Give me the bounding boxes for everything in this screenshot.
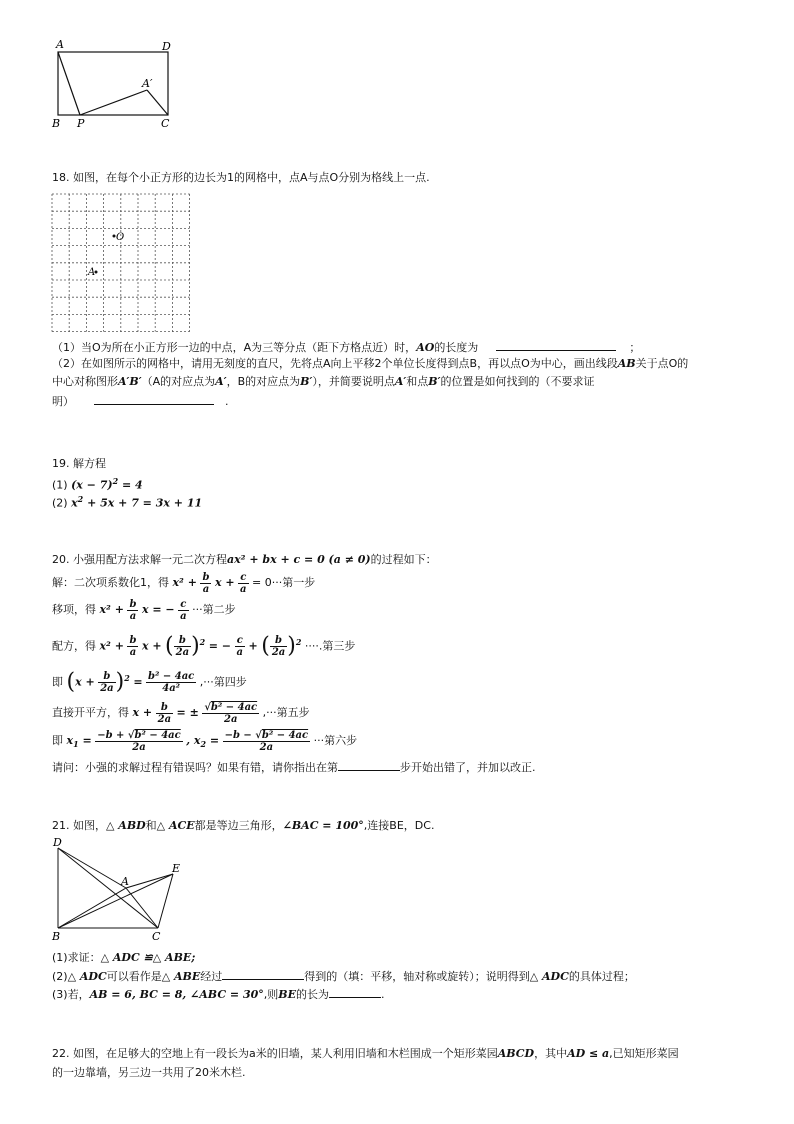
q20-stem: 20. 小强用配方法求解一元二次方程ax² + bx + c = 0 (a ≠ 0)的过程如下： bbox=[52, 553, 437, 566]
grid-label-O: O bbox=[116, 232, 125, 243]
q18-stem: 18. 如图，在每个小正方形的边长为1的网格中，点A与点O分别为格线上一点. bbox=[52, 171, 430, 184]
label-D: D bbox=[53, 838, 62, 849]
rectangle-figure bbox=[50, 38, 190, 134]
label-A-prime: A′ bbox=[142, 77, 153, 90]
grid-label-A: A bbox=[88, 267, 96, 278]
q18-part1: （1）当O为所在小正方形一边的中点，A为三等分点（距下方格点近）时，AO的长度为 ； bbox=[52, 341, 641, 354]
q21-answer-blank-1[interactable] bbox=[222, 968, 304, 980]
q20-step-3: 配方，得 x² + $\frac{b}{a}$ x + ( $\frac{b}{2a}$ )$^2$ = − $\frac{c}{a}$ + ( $\frac{b}{2a}$ )$^2$ ····.第三步 bbox=[52, 633, 356, 659]
q18-part2-line1: （2）在如图所示的网格中，请用无刻度的直尺，先将点A向上平移2个单位长度得到点B，再以点O为中心，画出线段AB关于点O的 bbox=[52, 357, 689, 370]
q21-part1: (1)求证：△ ADC ≌△ ABE; bbox=[52, 951, 196, 964]
q20-step-1: 解：二次项系数化1，得 x² + $\frac{b}{a}$ x + $\frac{c}{a}$ = 0···第一步 bbox=[52, 571, 316, 595]
label-B: B bbox=[52, 117, 61, 130]
q20-question: 请问：小强的求解过程有错误吗？如果有错，请你指出在第 步开始出错了，并加以改正. bbox=[52, 761, 536, 774]
label-C: C bbox=[152, 930, 161, 943]
q21-part3: (3)若，AB = 6, BC = 8, ∠ABC = 30°,则BE的长为 . bbox=[52, 988, 385, 1001]
label-E: E bbox=[172, 862, 181, 875]
label-C: C bbox=[161, 117, 170, 130]
label-D: D bbox=[162, 40, 171, 53]
q19-equation-1: (1) $(x - 7)^2 = 4$ bbox=[52, 476, 143, 492]
label-A: A bbox=[121, 875, 129, 888]
q20-step-2: 移项，得 x² + $\frac{b}{a}$ x = − $\frac{c}{a}$ ···第二步 bbox=[52, 598, 236, 622]
q20-answer-blank[interactable] bbox=[338, 759, 400, 771]
q19-equation-2: (2) $x^2 + 5x + 7 = 3x + 11$ bbox=[52, 494, 203, 510]
q18-answer-blank-2[interactable] bbox=[94, 393, 214, 405]
q20-step-6: 即 $x_1$ = $\frac{\text{−b + √b² − 4ac}}{2a}$ , $x_2$ = $\frac{\text{−b − √b² − 4ac}}{2a}$ ···第六步 bbox=[52, 729, 358, 753]
q22-line2: 的一边靠墙，另三边一共用了20米木栏. bbox=[52, 1066, 246, 1079]
q21-part2: (2)△ ADC可以看作是△ ABE经过 得到的（填：平移，轴对称或旋转）；说明得到△ ADC的具体过程； bbox=[52, 970, 635, 983]
q18-answer-blank-1[interactable] bbox=[496, 339, 616, 351]
q21-answer-blank-2[interactable] bbox=[329, 986, 381, 998]
q22-line1: 22. 如图，在足够大的空地上有一段长为a米的旧墙，某人利用旧墙和木栏围成一个矩形菜园ABCD，其中AD ≤ a,已知矩形菜园 bbox=[52, 1047, 679, 1060]
q18-part2-line3: 明） . bbox=[52, 395, 229, 408]
q20-step-5: 直接开平方，得 x + $\frac{b}{2a}$ = ± $\frac{\text{√b² − 4ac}}{2a}$ ,···第五步 bbox=[52, 701, 310, 725]
q20-step-4: 即 (x + $\frac{b}{2a}$ )$^2$ = $\frac{\text{b² − 4ac}}{\text{4a²}}$ ,···第四步 bbox=[52, 669, 247, 695]
q19-title: 19. 解方程 bbox=[52, 457, 106, 470]
label-B: B bbox=[52, 930, 61, 943]
triangle-figure bbox=[48, 838, 188, 946]
grid-figure bbox=[50, 192, 192, 332]
label-A: A bbox=[56, 38, 64, 51]
q18-part2-line2: 中心对称图形A′B′（A的对应点为A′，B的对应点为B′），并简要说明点A′和点B′的位置是如何找到的（不要求证 bbox=[52, 375, 595, 388]
q21-stem: 21. 如图，△ ABD和△ ACE都是等边三角形，∠BAC = 100°,连接BE，DC. bbox=[52, 819, 435, 832]
label-P: P bbox=[77, 117, 85, 130]
